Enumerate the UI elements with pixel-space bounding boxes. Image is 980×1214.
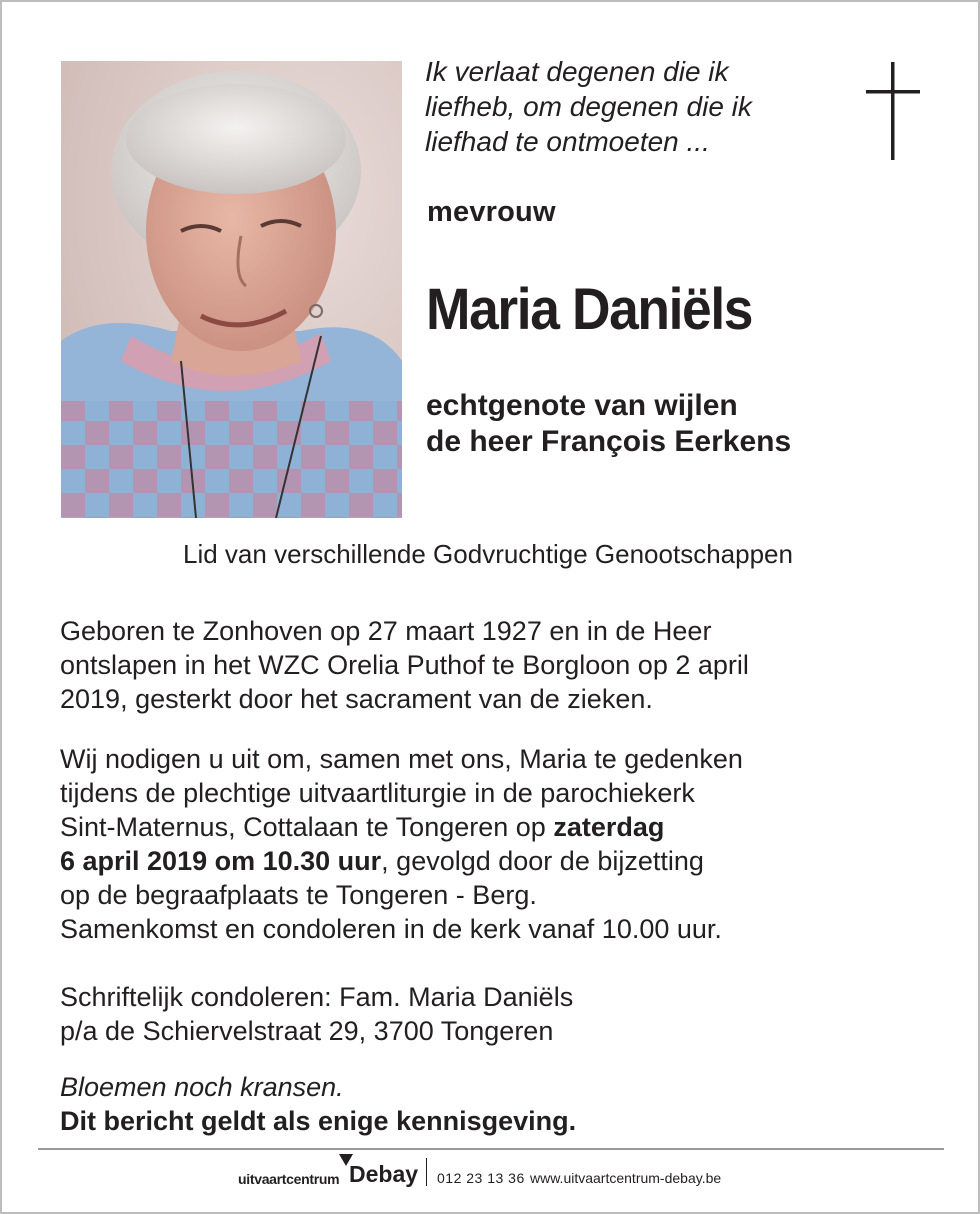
closing-paragraph xyxy=(60,1070,940,1138)
condolence-paragraph xyxy=(60,980,940,1048)
funeral-line xyxy=(60,810,940,844)
funeral-location: Sint-Maternus, Cottalaan te Tongeren op xyxy=(60,812,554,842)
footer-separator xyxy=(426,1158,427,1186)
funeral-line: op de begraafplaats te Tongeren - Berg. xyxy=(60,880,537,910)
memorial-quote xyxy=(425,54,845,159)
birth-line: Geboren te Zonhoven op 27 maart 1927 en in de Heer xyxy=(60,616,712,646)
notice-text: Dit bericht geldt als enige kennisgeving. xyxy=(60,1106,577,1136)
condolence-line: p/a de Schiervelstraat 29, 3700 Tongeren xyxy=(60,1016,554,1046)
condolence-line: Schriftelijk condoleren: Fam. Maria Daniëls xyxy=(60,982,574,1012)
birth-paragraph xyxy=(60,614,940,716)
funeral-line: Samenkomst en condoleren in de kerk vanaf 10.00 uur. xyxy=(60,914,722,944)
deceased-name: Maria Daniëls xyxy=(426,277,753,342)
quote-line: liefheb, om degenen die ik xyxy=(425,91,752,122)
no-flowers-text: Bloemen noch kransen. xyxy=(60,1072,344,1102)
birth-line: ontslapen in het WZC Orelia Puthof te Borgloon op 2 april xyxy=(60,650,749,680)
cross-icon xyxy=(864,62,922,160)
funeral-line xyxy=(60,844,940,878)
funeral-paragraph xyxy=(60,742,940,946)
brand-small: uitvaartcentrum xyxy=(238,1171,340,1187)
website-link[interactable]: www.uitvaartcentrum-debay.be xyxy=(530,1170,722,1186)
funeral-burial: , gevolgd door de bijzetting xyxy=(381,846,704,876)
spouse-line: echtgenote van wijlen xyxy=(426,389,738,422)
spouse-line: de heer François Eerkens xyxy=(426,425,792,458)
footer-divider xyxy=(38,1148,944,1150)
quote-line: liefhad te ontmoeten ... xyxy=(425,126,710,157)
membership-text: Lid van verschillende Godvruchtige Genootschappen xyxy=(183,539,793,569)
quote-line: Ik verlaat degenen die ik xyxy=(425,56,729,87)
funeral-datetime: 6 april 2019 om 10.30 uur xyxy=(60,846,382,876)
funeral-day: zaterdag xyxy=(553,812,665,842)
funeral-line: Wij nodigen u uit om, samen met ons, Maria te gedenken xyxy=(60,744,743,774)
birth-line: 2019, gesterkt door het sacrament van de zieken. xyxy=(60,684,653,714)
brand-name: Debay xyxy=(349,1161,419,1187)
honorific: mevrouw xyxy=(427,196,556,228)
portrait-photo xyxy=(61,61,402,518)
funeral-line: tijdens de plechtige uitvaartliturgie in de parochiekerk xyxy=(60,778,695,808)
phone-number: 012 23 13 36 xyxy=(437,1170,525,1186)
spouse-info xyxy=(426,388,791,460)
footer xyxy=(0,1152,976,1192)
